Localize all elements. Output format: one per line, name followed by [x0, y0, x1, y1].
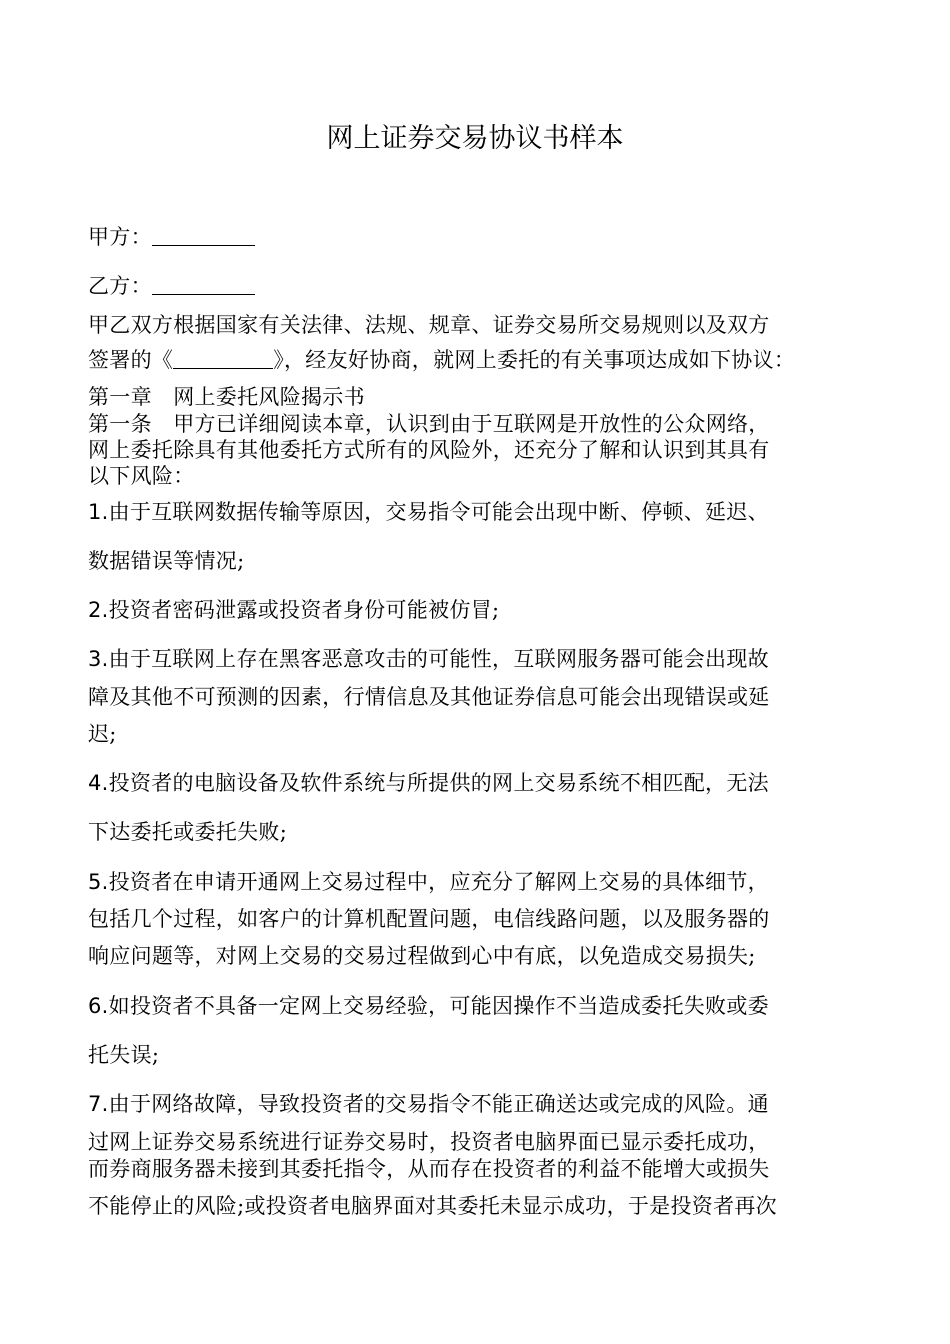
- item-text: 下达委托或委托失败;: [88, 820, 288, 844]
- party-a-blank[interactable]: [152, 224, 255, 246]
- party-b-line: [88, 273, 255, 299]
- item-text: 数据错误等情况;: [88, 549, 245, 573]
- list-item: [88, 1091, 769, 1117]
- item-number: 5.: [88, 870, 109, 894]
- article1-line-3: 以下风险：: [88, 464, 195, 488]
- item-text: 投资者在申请开通网上交易过程中，应充分了解网上交易的具体细节，: [108, 870, 769, 894]
- party-b-label: 乙方：: [88, 274, 152, 298]
- party-b-blank[interactable]: [152, 273, 255, 295]
- item-text: 过网上证券交易系统进行证券交易时，投资者电脑界面已显示委托成功，: [88, 1130, 770, 1154]
- item-number: 4.: [88, 771, 109, 795]
- item-text: 障及其他不可预测的因素，行情信息及其他证券信息可能会出现错误或延: [88, 685, 770, 709]
- item-number: 1.: [88, 500, 109, 524]
- item-text: 由于网络故障，导致投资者的交易指令不能正确送达或完成的风险。通: [108, 1092, 769, 1116]
- item-text: 投资者的电脑设备及软件系统与所提供的网上交易系统不相匹配，无法: [108, 771, 769, 795]
- intro-line-2-before: 签署的《: [88, 348, 174, 372]
- item-text: 响应问题等，对网上交易的交易过程做到心中有底，以免造成交易损失;: [88, 944, 756, 968]
- article1-line-2: 网上委托除具有其他委托方式所有的风险外，还充分了解和认识到其具有: [88, 438, 770, 462]
- list-item: [88, 770, 769, 796]
- item-text: 由于互联网上存在黑客恶意攻击的可能性，互联网服务器可能会出现故: [108, 647, 769, 671]
- item-number: 2.: [88, 598, 109, 622]
- item-number: 3.: [88, 647, 109, 671]
- list-item: [88, 499, 769, 525]
- party-a-label: 甲方：: [88, 225, 152, 249]
- list-item: [88, 646, 769, 672]
- chapter-heading: 第一章 网上委托风险揭示书: [88, 385, 365, 409]
- intro-line-2: [88, 347, 795, 373]
- item-text: 包括几个过程，如客户的计算机配置问题，电信线路问题，以及服务器的: [88, 907, 770, 931]
- item-text: 而券商服务器未接到其委托指令，从而存在投资者的利益不能增大或损失: [88, 1157, 770, 1181]
- list-item: [88, 597, 499, 623]
- item-text: 迟;: [88, 722, 117, 746]
- item-text: 投资者密码泄露或投资者身份可能被仿冒;: [108, 598, 500, 622]
- article1-line-1: 第一条 甲方已详细阅读本章，认识到由于互联网是开放性的公众网络，: [88, 412, 770, 436]
- agreement-name-blank[interactable]: [173, 347, 273, 369]
- item-text: 不能停止的风险;或投资者电脑界面对其委托未显示成功，于是投资者再次: [88, 1194, 777, 1218]
- page-title: 网上证券交易协议书样本: [326, 123, 624, 154]
- intro-line-1: 甲乙双方根据国家有关法律、法规、规章、证券交易所交易规则以及双方: [88, 313, 770, 337]
- list-item: [88, 993, 769, 1019]
- item-number: 6.: [88, 994, 109, 1018]
- intro-line-2-after: 》，经友好协商，就网上委托的有关事项达成如下协议：: [273, 348, 796, 372]
- item-text: 如投资者不具备一定网上交易经验，可能因操作不当造成委托失败或委: [108, 994, 769, 1018]
- item-number: 7.: [88, 1092, 109, 1116]
- party-a-line: [88, 224, 255, 250]
- item-text: 托失误;: [88, 1043, 160, 1067]
- item-text: 由于互联网数据传输等原因，交易指令可能会出现中断、停顿、延迟、: [108, 500, 769, 524]
- list-item: [88, 869, 769, 895]
